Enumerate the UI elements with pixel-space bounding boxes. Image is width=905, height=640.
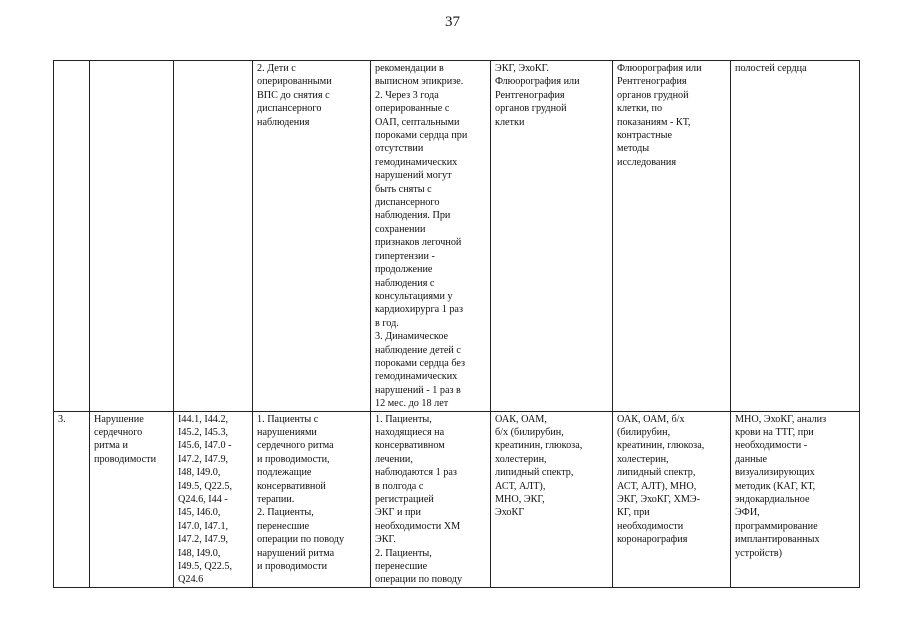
table-row bbox=[54, 61, 860, 412]
required-exams-cell: ОАК, ОАМ, б/х (билирубин, креатинин, глюкоза, холестерин, липидный спектр, АСТ, АЛТ), МНО, ЭКГ, ЭхоКГ bbox=[491, 411, 613, 587]
page-number: 37 bbox=[445, 14, 460, 30]
row-number-cell bbox=[54, 61, 90, 412]
patient-group-cell: 1. Пациенты с нарушениями сердечного ритма и проводимости, подлежащие консервативной терапии. 2. Пациенты, перенесшие операции по поводу нарушений ритма и проводимости bbox=[253, 411, 371, 587]
icd-codes-cell bbox=[174, 61, 253, 412]
other-exams-cell: МНО, ЭхоКГ, анализ крови на ТТГ, при необходимости - данные визуализирующих методик (КАГ, КТ, эндокардиальное ЭФИ, программирование имплантированных устройств) bbox=[731, 411, 860, 587]
recommendations-cell: 1. Пациенты, находящиеся на консервативном лечении, наблюдаются 1 раз в полгода с регистрацией ЭКГ и при необходимости ХМ ЭКГ. 2. Пациенты, перенесшие операции по поводу bbox=[371, 411, 491, 587]
required-exams-cell: ЭКГ, ЭхоКГ. Флюорография или Рентгенография органов грудной клетки bbox=[491, 61, 613, 412]
additional-exams-cell: ОАК, ОАМ, б/х (билирубин, креатинин, глюкоза, холестерин, липидный спектр, АСТ, АЛТ), МНО, ЭКГ, ЭхоКГ, ХМЭ- КГ, при необходимости коронарография bbox=[613, 411, 731, 587]
diagnosis-name-cell bbox=[90, 61, 174, 412]
other-exams-cell: полостей сердца bbox=[731, 61, 860, 412]
dispensary-table bbox=[53, 60, 860, 588]
icd-codes-cell: I44.1, I44.2, I45.2, I45.3, I45.6, I47.0 - I47.2, I47.9, I48, I49.0, I49.5, Q22.5, Q24.6, I44 - I45, I46.0, I47.0, I47.1, I47.2, I47.9, I48, I49.0, I49.5, Q22.5, Q24.6 bbox=[174, 411, 253, 587]
additional-exams-cell: Флюорография или Рентгенография органов грудной клетки, по показаниям - КТ, контрастные методы исследования bbox=[613, 61, 731, 412]
recommendations-cell: рекомендации в выписном эпикризе. 2. Через 3 года оперированные с ОАП, септальными пороками сердца при отсутствии гемодинамических нарушений могут быть сняты с диспансерного наблюдения. При сохранении признаков легочной гипертензии - продолжение наблюдения с консультациями у кардиохирурга 1 раз в год. 3. Динамическое наблюдение детей с пороками сердца без гемодинамических нарушений - 1 раз в 12 мес. до 18 лет bbox=[371, 61, 491, 412]
diagnosis-name-cell: Нарушение сердечного ритма и проводимости bbox=[90, 411, 174, 587]
table-row bbox=[54, 411, 860, 587]
row-number-cell: 3. bbox=[54, 411, 90, 587]
patient-group-cell: 2. Дети с оперированными ВПС до снятия с диспансерного наблюдения bbox=[253, 61, 371, 412]
